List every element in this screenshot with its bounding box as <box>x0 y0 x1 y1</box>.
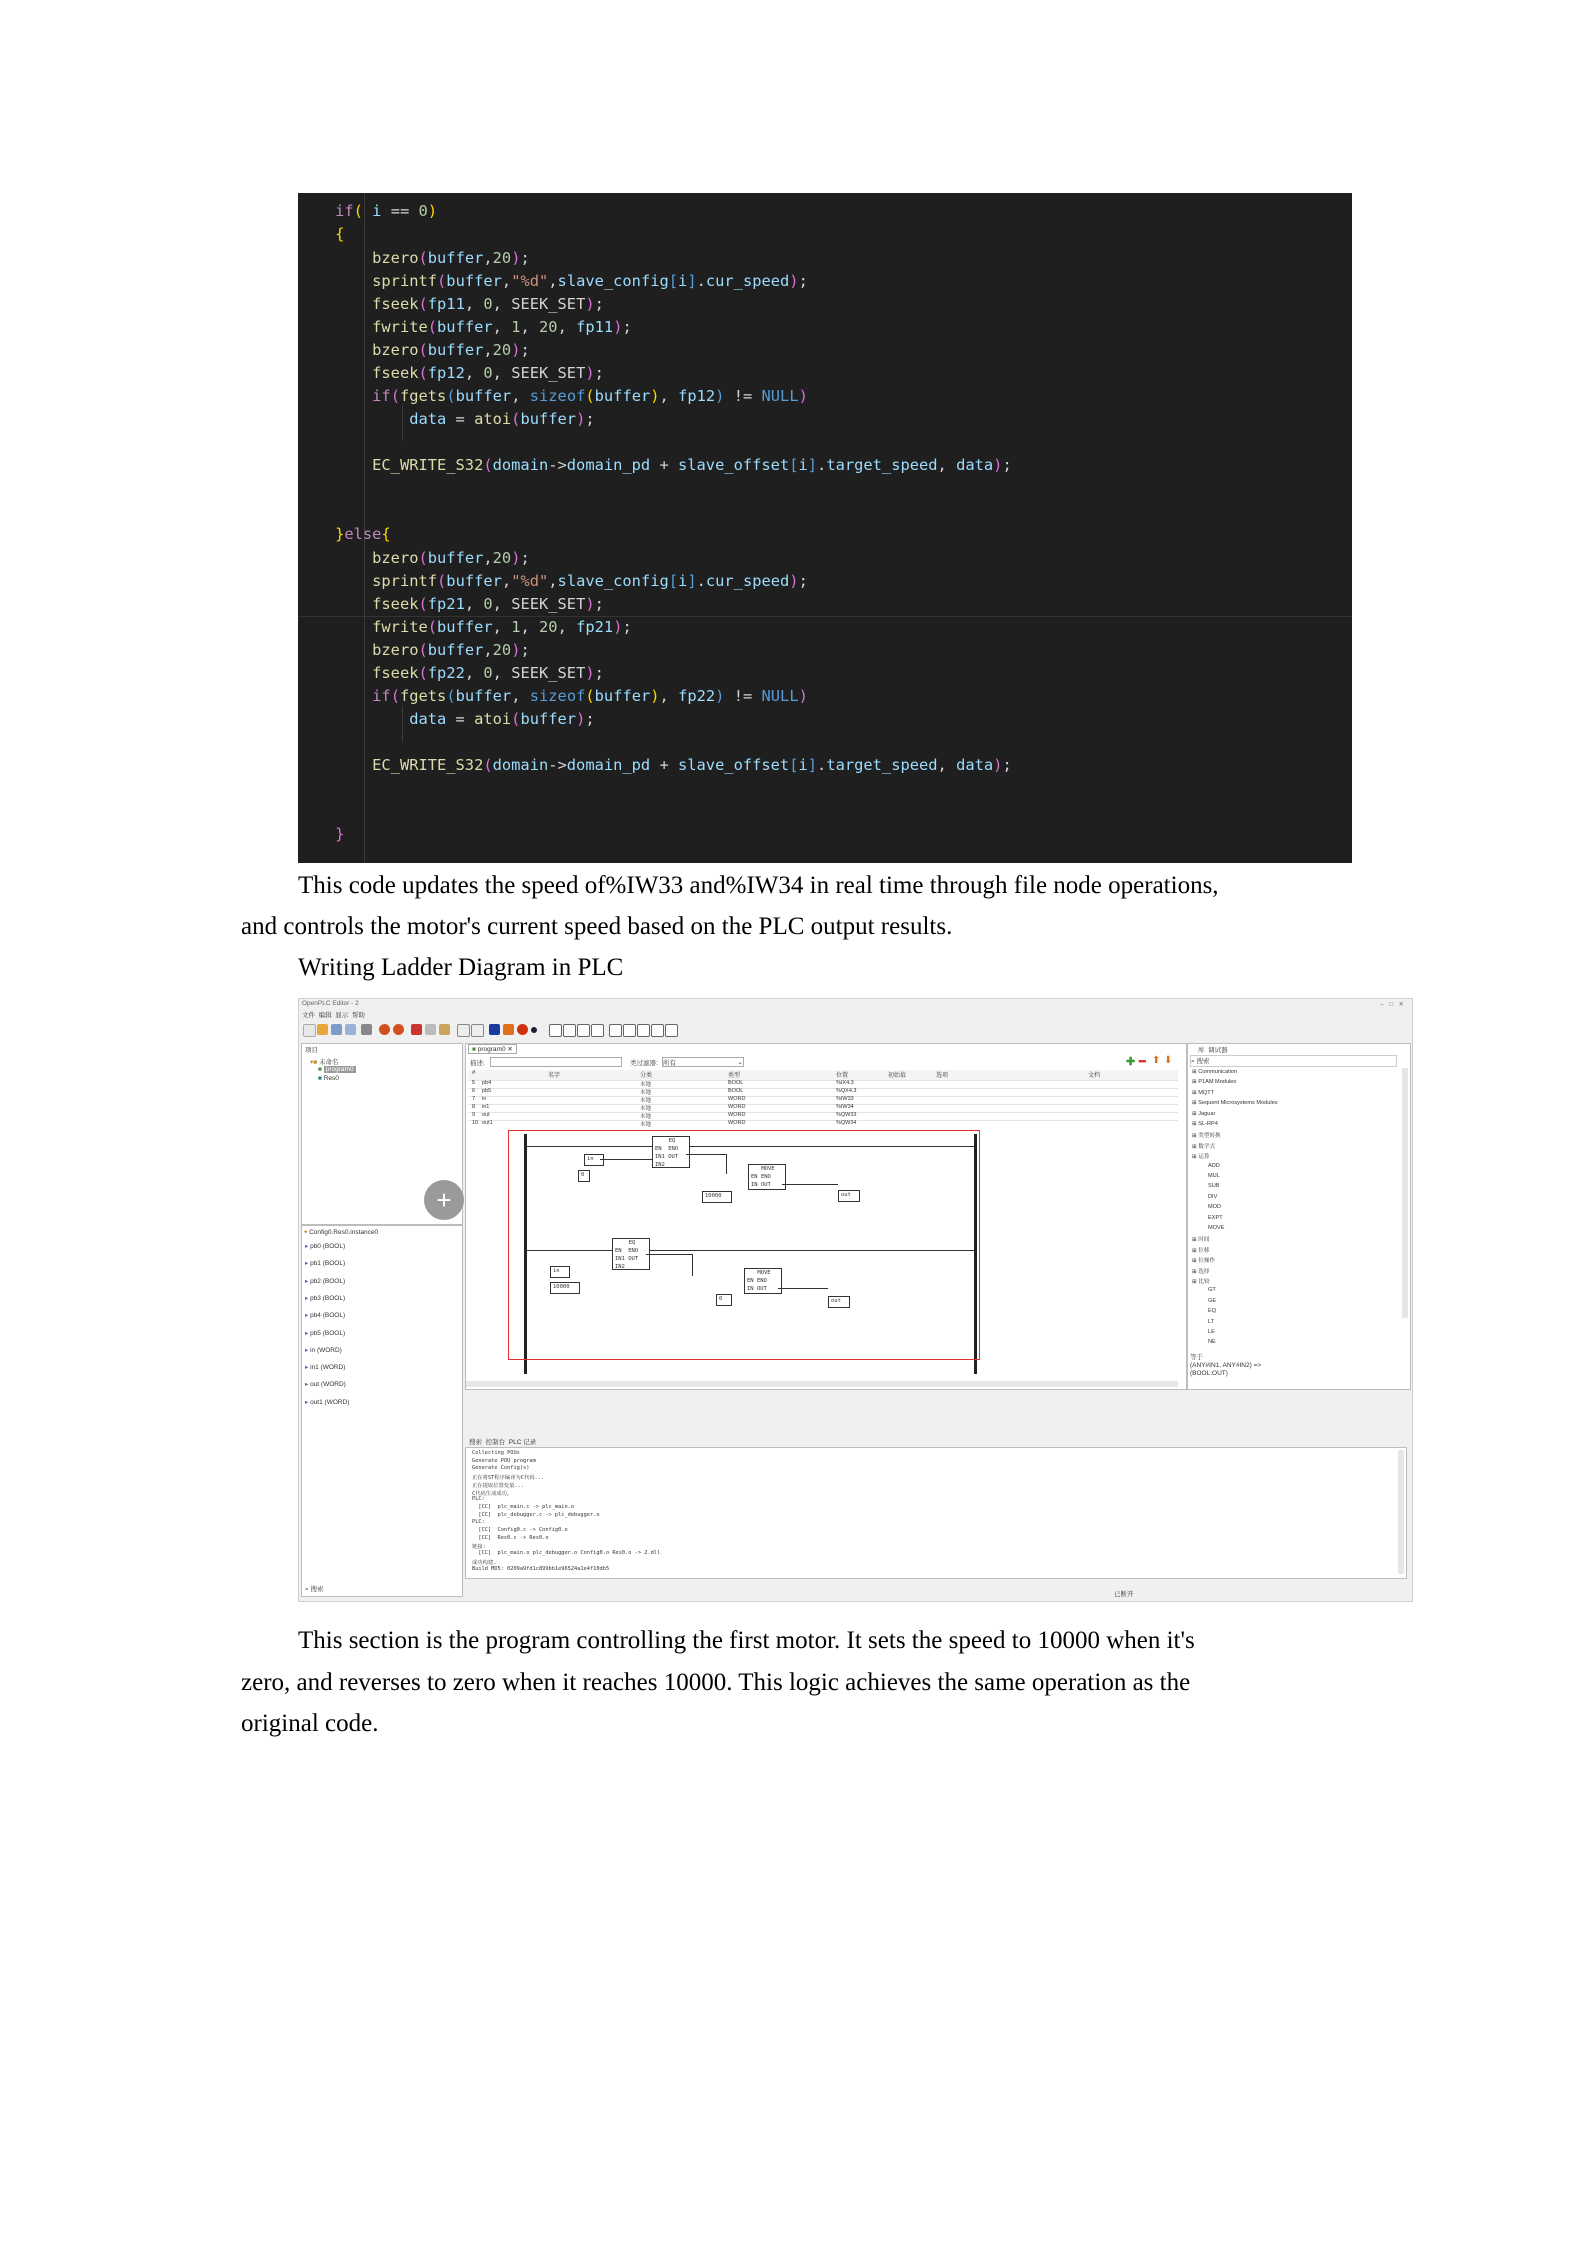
move-title: MOVE <box>761 1166 775 1172</box>
tree-expander-icon: ⊞ <box>1192 1247 1199 1254</box>
table-cell: 8 <box>472 1104 476 1110</box>
console-line: C代码生成成功。 <box>472 1490 513 1497</box>
code-line: bzero(buffer,20); <box>372 249 530 267</box>
variable-icon: ▸ <box>305 1294 311 1302</box>
stop-icon[interactable] <box>531 1027 537 1033</box>
library-item[interactable]: MOVE <box>1208 1225 1225 1231</box>
tree-expander-icon: ⊞ <box>1192 1143 1199 1150</box>
eq-in1: IN1 OUT <box>615 1256 639 1262</box>
table-cell: 本地 <box>640 1098 652 1104</box>
library-item[interactable]: MUL <box>1208 1173 1220 1179</box>
paragraph-1-line-1: This code updates the speed of%IW33 and%IW34 in real time through file node operations, <box>298 872 1219 899</box>
copy-icon[interactable] <box>425 1024 436 1035</box>
chevron-down-icon: ⌄ <box>737 1059 743 1066</box>
move-en: EN ENO <box>747 1278 767 1284</box>
tree-expander-icon: ⊞ <box>1192 1133 1199 1140</box>
library-item[interactable]: ⊞ Sequent Microsystems Modules <box>1192 1100 1278 1107</box>
tree-expander-icon: ⊞ <box>1192 1154 1199 1161</box>
table-cell: 本地 <box>640 1090 652 1096</box>
table-cell: 6 <box>472 1088 476 1094</box>
code-line: } <box>298 825 345 843</box>
horizontal-scrollbar[interactable] <box>466 1381 1178 1387</box>
variable-item[interactable]: ▸ in (WORD) <box>305 1346 342 1354</box>
tree-expander-icon: ⊞ <box>1192 1121 1199 1127</box>
eq-in2: IN2 <box>655 1162 665 1168</box>
move-in: IN OUT <box>747 1286 767 1292</box>
rung-2-link <box>778 1288 828 1289</box>
library-item[interactable]: ⊞ 比较 <box>1192 1279 1210 1285</box>
code-line: fseek(fp21, 0, SEEK_SET); <box>372 595 604 613</box>
variable-item[interactable]: ▸ pb1 (BOOL) <box>305 1260 346 1268</box>
code-line: data = atoi(buffer); <box>409 710 595 728</box>
library-item[interactable]: ⊞ Jaguar <box>1192 1110 1216 1117</box>
table-cell: 本地 <box>640 1122 652 1128</box>
run-icon[interactable] <box>517 1024 528 1035</box>
select-icon[interactable] <box>549 1024 562 1037</box>
table-cell: WORD <box>728 1104 746 1110</box>
library-item[interactable]: ⊞ 类型转换 <box>1192 1133 1221 1140</box>
variable-table <box>468 1070 1178 1128</box>
table-cell: %IX4.3 <box>836 1080 854 1086</box>
col-location: 位置 <box>836 1073 849 1079</box>
rung-1-wire <box>526 1146 974 1147</box>
desc-input[interactable] <box>490 1057 622 1067</box>
rung-1-link <box>726 1154 727 1174</box>
table-cell: 7 <box>472 1096 476 1102</box>
editor-panel <box>465 1043 1187 1390</box>
new-icon[interactable] <box>303 1024 316 1037</box>
paste-icon[interactable] <box>439 1024 450 1035</box>
add-var-icon[interactable]: ✚ <box>1126 1056 1136 1068</box>
menu-help[interactable]: 帮助 <box>351 1012 365 1019</box>
library-item[interactable]: GT <box>1208 1287 1216 1294</box>
console-line: 正在将ST程序编译为C代码... <box>472 1475 545 1482</box>
rung-1-link <box>600 1159 652 1160</box>
code-line: fseek(fp12, 0, SEEK_SET); <box>372 364 604 382</box>
tree-expander-icon: ⊞ <box>1192 1110 1199 1117</box>
table-cell: 本地 <box>640 1082 652 1088</box>
tree-expander-icon: ⊞ <box>1192 1100 1199 1107</box>
variable-icon: ▸ <box>305 1260 311 1268</box>
left-search[interactable]: ⌕ 搜索 <box>305 1586 324 1593</box>
col-name: 名字 <box>548 1073 561 1079</box>
console-line: [CC] plc_debugger.c -> plc_debugger.o <box>472 1511 600 1518</box>
table-cell: 9 <box>472 1112 476 1118</box>
library-item[interactable]: MOD <box>1208 1204 1222 1211</box>
move-block-1[interactable] <box>748 1164 786 1190</box>
library-item[interactable]: ⊞ 时间 <box>1192 1237 1210 1244</box>
menu-file[interactable]: 文件 <box>302 1012 315 1019</box>
table-cell: 5 <box>472 1080 476 1086</box>
variable-item[interactable]: ▸ pb3 (BOOL) <box>305 1294 346 1302</box>
tree-expander-icon: ⊞ <box>1192 1069 1199 1075</box>
table-cell: pb4 <box>482 1080 492 1086</box>
const-ten-thousand-2[interactable]: 10000 <box>550 1282 580 1294</box>
search-icon: ⌕ <box>1191 1058 1195 1065</box>
code-line: bzero(buffer,20); <box>372 549 530 567</box>
folder-icon: ▾■ <box>310 1059 318 1066</box>
resource-icon: ■ <box>318 1075 322 1082</box>
rung-2-link <box>692 1254 693 1276</box>
library-item[interactable]: ⊞ 选择 <box>1192 1268 1210 1275</box>
rail-icon[interactable] <box>591 1024 604 1037</box>
variable-icon[interactable] <box>577 1024 590 1037</box>
desc-label: 描述: <box>470 1060 485 1067</box>
eq-block-2[interactable] <box>612 1238 650 1270</box>
tree-expander-icon: ⊞ <box>1192 1268 1199 1275</box>
filter-label: 类过滤器: <box>630 1060 658 1067</box>
console-line: Collecting POUs <box>472 1450 520 1456</box>
variable-item[interactable]: ▸ out1 (WORD) <box>305 1398 350 1406</box>
move-in: IN OUT <box>751 1182 771 1188</box>
paragraph-3-line-2: zero, and reverses to zero when it reaches 10000. This logic achieves the same operation as the <box>241 1669 1191 1696</box>
console-line: [CC] Config0.c -> Config0.o <box>472 1527 568 1533</box>
library-item[interactable]: ⊞ MQTT <box>1192 1089 1215 1096</box>
menu-bar[interactable] <box>302 1010 365 1019</box>
download-icon[interactable] <box>503 1024 514 1035</box>
col-option: 选项 <box>936 1073 949 1079</box>
code-line: }else{ <box>298 525 391 543</box>
paragraph-1-line-2: and controls the motor's current speed based on the PLC output results. <box>241 913 953 940</box>
table-cell: in <box>482 1096 487 1102</box>
eq-in1: IN1 OUT <box>655 1154 679 1160</box>
const-zero[interactable]: 0 <box>578 1170 590 1182</box>
console-line: Build MD5: 0209a9fd1c899bb1e96524a1e4f10db5 <box>472 1565 610 1572</box>
tree-expander-icon: ⊞ <box>1192 1258 1199 1265</box>
library-item[interactable]: ⊞ 位移 <box>1192 1247 1210 1254</box>
library-item[interactable]: ⊞ 数学式 <box>1192 1143 1216 1150</box>
library-item[interactable]: DIV <box>1208 1193 1218 1200</box>
library-search[interactable]: ⌕ 搜索 <box>1190 1055 1397 1067</box>
add-button[interactable]: + <box>424 1180 464 1220</box>
variable-item[interactable]: ▸ pb2 (BOOL) <box>305 1277 346 1285</box>
code-line: if(fgets(buffer, sizeof(buffer), fp22) != NULL) <box>372 687 808 705</box>
eq-en: EN ENO <box>615 1248 639 1254</box>
variable-icon: ▸ <box>305 1277 311 1285</box>
console-line: [CC] Res0.c -> Res0.o <box>472 1534 549 1541</box>
col-initial: 初始值 <box>888 1073 907 1079</box>
variable-item[interactable]: ▸ pb4 (BOOL) <box>305 1312 346 1320</box>
tree-expander-icon: ⊞ <box>1192 1237 1199 1244</box>
comment-icon[interactable] <box>563 1024 576 1037</box>
menu-view[interactable]: 显示 <box>335 1012 349 1019</box>
code-line: EC_WRITE_S32(domain->domain_pd + slave_offset[i].target_speed, data); <box>372 456 1012 474</box>
table-cell: %IW34 <box>836 1104 854 1110</box>
console-line: 链接: <box>472 1544 486 1551</box>
move-en: EN ENO <box>751 1174 771 1180</box>
library-item[interactable]: EXPT <box>1208 1214 1223 1221</box>
cut-icon[interactable] <box>411 1024 422 1035</box>
window-title: OpenPLC Editor - 2 <box>302 1000 359 1007</box>
library-tab[interactable]: 库 调试器 <box>1198 1047 1228 1054</box>
col-doc: 文档 <box>1088 1073 1101 1079</box>
console-line: PLC: <box>472 1496 485 1503</box>
block-icon[interactable] <box>637 1024 650 1037</box>
code-line: fwrite(buffer, 1, 20, fp11); <box>372 318 632 336</box>
move-up-icon[interactable]: ⬆ <box>1152 1055 1161 1066</box>
block-description: 等于 (ANY#IN1, ANY#IN2) => (BOOL:OUT) <box>1190 1354 1262 1377</box>
tab-program0[interactable]: ■ program0 ✕ <box>468 1044 517 1054</box>
open-icon[interactable] <box>317 1024 328 1035</box>
menu-edit[interactable]: 编辑 <box>318 1012 332 1019</box>
zoom-icon[interactable] <box>471 1024 484 1037</box>
library-item[interactable]: ⊞ 位操作 <box>1192 1258 1216 1265</box>
library-item[interactable]: SUB <box>1208 1183 1220 1190</box>
variable-icon: ▸ <box>305 1381 311 1389</box>
code-line: fwrite(buffer, 1, 20, fp21); <box>372 618 632 636</box>
eq-title: EQ <box>628 1240 636 1246</box>
rung-2-link <box>646 1254 692 1255</box>
table-cell: WORD <box>728 1112 746 1118</box>
rung-1-link <box>782 1184 838 1185</box>
library-item[interactable]: EQ <box>1208 1308 1217 1315</box>
var-out-1[interactable]: out <box>838 1190 860 1202</box>
filter-select[interactable]: 所有 ⌄ <box>663 1059 743 1067</box>
library-scrollbar[interactable] <box>1402 1068 1408 1318</box>
project-panel <box>301 1043 463 1225</box>
variable-icon: ▸ <box>305 1398 311 1406</box>
redo-icon[interactable] <box>393 1024 404 1035</box>
tree-expander-icon: ⊞ <box>1192 1279 1199 1285</box>
table-cell: WORD <box>728 1120 746 1126</box>
library-item[interactable]: LE <box>1208 1329 1215 1335</box>
library-item[interactable]: ⊞ Communication <box>1192 1069 1238 1075</box>
code-line: if( i == 0) <box>298 202 438 220</box>
paragraph-3-line-3: original code. <box>241 1710 379 1737</box>
move-down-icon[interactable]: ⬇ <box>1164 1055 1173 1066</box>
instance-label: ▾ Config0.Res0.instance0 <box>304 1229 379 1236</box>
save-as-icon[interactable] <box>345 1024 356 1035</box>
code-line: bzero(buffer,20); <box>372 341 530 359</box>
console-tabs[interactable]: 搜索 控制台 PLC 记录 <box>469 1439 537 1446</box>
variable-item[interactable]: ▸ pb0 (BOOL) <box>305 1243 346 1250</box>
var-in-2[interactable]: in <box>550 1266 570 1278</box>
paragraph-2: Writing Ladder Diagram in PLC <box>298 954 624 981</box>
program-tab-icon: ■ <box>472 1046 476 1053</box>
table-row[interactable] <box>468 1120 1178 1128</box>
code-line: if(fgets(buffer, sizeof(buffer), fp12) != NULL) <box>372 387 808 405</box>
eq-block[interactable] <box>652 1136 690 1168</box>
table-cell: %QW34 <box>836 1120 857 1126</box>
console-line: [CC] plc_main.o plc_debugger.o Config0.o Res0.o -> 2.dll <box>472 1550 661 1557</box>
project-panel-title: 项目 <box>305 1047 318 1054</box>
library-item[interactable]: ⊞ P1AM Modules <box>1192 1079 1237 1086</box>
code-line: data = atoi(buffer); <box>409 410 595 428</box>
save-icon[interactable] <box>331 1024 342 1035</box>
undo-icon[interactable] <box>379 1024 390 1035</box>
console-line: 正在提取位置变量... <box>472 1482 524 1489</box>
table-cell: out <box>482 1112 490 1118</box>
console-line: PLC: <box>472 1519 485 1526</box>
table-cell: 本地 <box>640 1106 652 1112</box>
library-panel <box>1187 1043 1411 1390</box>
table-cell: pb5 <box>482 1088 492 1094</box>
code-line: sprintf(buffer,"%d",slave_config[i].cur_speed); <box>372 572 808 590</box>
remove-var-icon[interactable]: ━ <box>1139 1056 1146 1068</box>
instance-panel <box>301 1225 463 1597</box>
connection-icon[interactable] <box>651 1024 664 1037</box>
table-cell: 10 <box>472 1120 479 1126</box>
move-title: MOVE <box>757 1270 771 1276</box>
code-line: bzero(buffer,20); <box>372 641 530 659</box>
rung-1-link <box>686 1154 726 1155</box>
jump-icon[interactable] <box>665 1024 678 1037</box>
eq-in2: IN2 <box>615 1264 625 1270</box>
var-out-2[interactable]: out <box>828 1296 850 1308</box>
tree-resource[interactable]: ■ Res0 <box>318 1075 339 1082</box>
var-in[interactable]: in <box>584 1154 604 1166</box>
console-line: Generate POU program <box>472 1457 536 1464</box>
col-class: 分类 <box>640 1073 653 1079</box>
tree-root[interactable]: ▾■ 未命名 <box>310 1059 339 1066</box>
variable-item[interactable]: ▸ pb5 (BOOL) <box>305 1329 346 1337</box>
tree-program[interactable]: ■ program0 <box>318 1066 354 1073</box>
library-item[interactable]: ADD <box>1208 1162 1220 1169</box>
status-bar: 已断开 <box>1114 1591 1134 1598</box>
table-cell: %QW33 <box>836 1112 857 1118</box>
config-icon: ▾ <box>304 1229 308 1236</box>
rung-2-wire <box>526 1250 974 1251</box>
library-item[interactable]: GE <box>1208 1297 1217 1304</box>
code-line: sprintf(buffer,"%d",slave_config[i].cur_speed); <box>372 272 808 290</box>
variable-icon: ▸ <box>305 1312 311 1320</box>
variable-icon: ▸ <box>305 1329 311 1337</box>
table-cell: in1 <box>482 1104 490 1110</box>
selection-box <box>508 1130 980 1360</box>
eq-title: EQ <box>668 1138 676 1144</box>
paragraph-3-line-1: This section is the program controlling the first motor. It sets the speed to 10000 when it's <box>298 1627 1195 1654</box>
table-cell: WORD <box>728 1096 746 1102</box>
window-controls[interactable]: – □ ✕ <box>1380 1001 1404 1008</box>
const-ten-thousand[interactable]: 10000 <box>702 1191 732 1203</box>
variable-icon: ▸ <box>305 1346 311 1354</box>
code-line: fseek(fp11, 0, SEEK_SET); <box>372 295 604 313</box>
plc-editor-screenshot <box>298 998 1413 1602</box>
table-cell: BOOL <box>728 1080 744 1086</box>
move-block-2[interactable] <box>744 1268 782 1294</box>
program-icon: ■ <box>318 1066 322 1073</box>
code-line: EC_WRITE_S32(domain->domain_pd + slave_offset[i].target_speed, data); <box>372 756 1012 774</box>
console-line: 成功构建. <box>472 1559 497 1566</box>
variable-icon: ▸ <box>305 1243 311 1250</box>
console-line: Generate Config(s) <box>472 1465 530 1472</box>
find-icon[interactable] <box>457 1024 470 1037</box>
tree-expander-icon: ⊞ <box>1192 1079 1199 1086</box>
library-item[interactable]: ⊞ 运算 <box>1192 1154 1210 1161</box>
print-icon[interactable] <box>361 1024 372 1035</box>
code-line: { <box>298 225 345 243</box>
contact-icon[interactable] <box>609 1024 622 1037</box>
console-scrollbar[interactable] <box>1398 1450 1404 1574</box>
const-zero-2[interactable]: 0 <box>716 1294 732 1306</box>
table-cell: %IW33 <box>836 1096 854 1102</box>
library-item[interactable]: LT <box>1208 1318 1215 1325</box>
console-panel <box>465 1447 1407 1579</box>
console-line: [CC] plc_main.c -> plc_main.o <box>472 1503 575 1510</box>
code-block <box>298 193 1352 863</box>
build-icon[interactable] <box>489 1024 500 1035</box>
table-cell: %QX4.3 <box>836 1088 857 1094</box>
variable-item[interactable]: ▸ in1 (WORD) <box>305 1364 346 1372</box>
variable-item[interactable]: ▸ out (WORD) <box>305 1381 346 1389</box>
table-cell: BOOL <box>728 1088 744 1094</box>
eq-en: EN ENO <box>655 1146 679 1152</box>
table-cell: 本地 <box>640 1114 652 1120</box>
variable-icon: ▸ <box>305 1364 311 1372</box>
search-icon: ⌕ <box>305 1586 309 1593</box>
col-type: 类型 <box>728 1073 741 1079</box>
library-item[interactable]: NE <box>1208 1339 1216 1346</box>
code-line: fseek(fp22, 0, SEEK_SET); <box>372 664 604 682</box>
library-item[interactable]: ⊞ SL-RP4 <box>1192 1121 1218 1127</box>
col-index: # <box>472 1070 476 1076</box>
table-cell: out1 <box>482 1120 493 1126</box>
tree-expander-icon: ⊞ <box>1192 1089 1199 1096</box>
ladder-area <box>466 1130 1178 1380</box>
coil-icon[interactable] <box>623 1024 636 1037</box>
